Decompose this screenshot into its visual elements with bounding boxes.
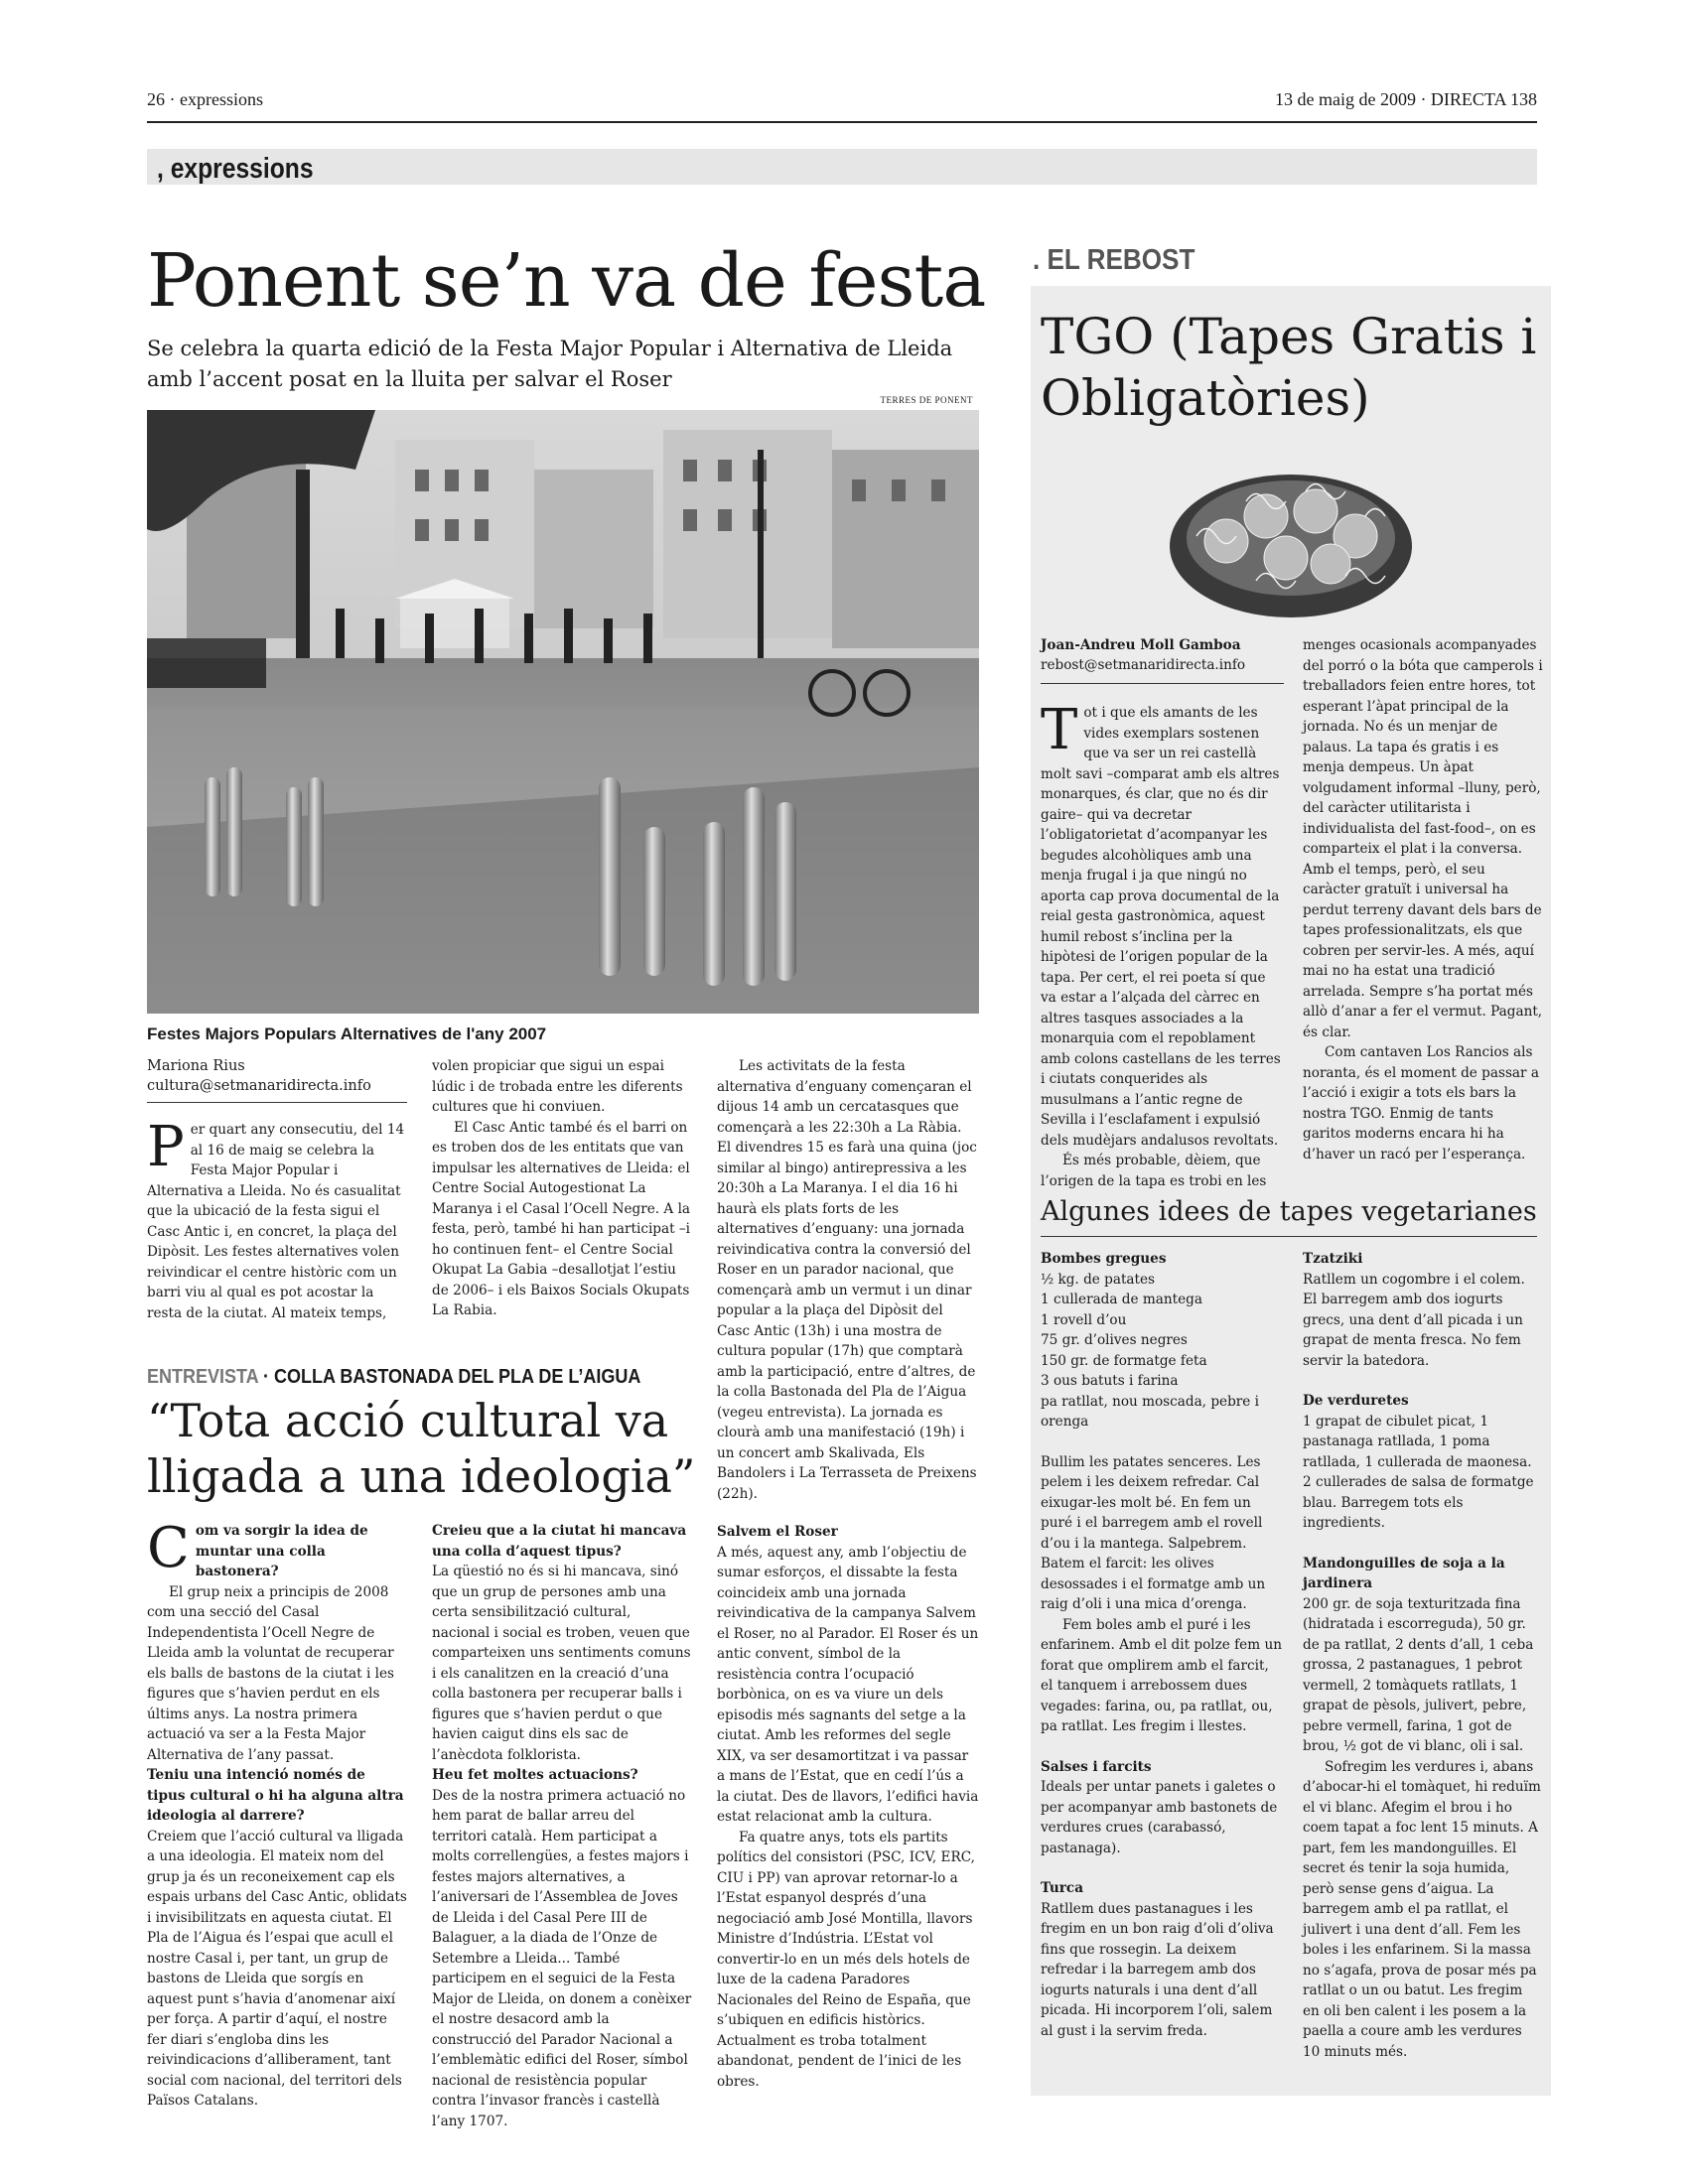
author-name: Mariona Rius: [147, 1058, 245, 1074]
veg-title-rule: [1041, 1236, 1537, 1237]
col3-p2: A més, aquest any, amb l’objectiu de sumar esforços, el dissabte la festa coincideix amb una jornada reivindicativa de la campanya Salvem el Roser, no al Parador. El Roser és un antic convent, símbol de la resistència contra l’ocupació borbònica, on es va viure un dels episodis més sagnants del setge a la ciutat. Amb les reformes del segle XIX, va ser desamortitzat i va passar a mans de l’Estat, que en cedí l’ús a la ciutat. Des de llavors, l’edifici havia estat relacionat amb la cultura.: [717, 1544, 979, 1825]
interview-headline: “Tota acció cultural va lligada a una ideologia”: [147, 1394, 696, 1503]
article-col-2: [432, 1056, 692, 1321]
folio-left: 26 · expressions: [147, 89, 263, 109]
interview-q4: Heu fet moltes actuacions?: [432, 1767, 638, 1783]
article-byline: [147, 1056, 407, 1096]
recipe-title-salses: Salses i farcits: [1041, 1758, 1152, 1775]
interview-drop-cap: C: [147, 1516, 190, 1580]
rebost-byline-rule: [1041, 683, 1284, 684]
recipe-title-mandonguilles: Mandonguilles de soja a la jardinera: [1303, 1555, 1505, 1591]
recipe-title-turca: Turca: [1041, 1880, 1083, 1896]
section-label: , expressions: [157, 153, 314, 185]
ingredient-item: 1 rovell d’ou: [1041, 1311, 1127, 1328]
rebost-c2-p1: menges ocasionals acompanyades del porró o la bóta que camperols i treballadors feien entre hores, tot esperant l’àpat principal de la jornada. No és un menjar de palaus. La tapa és gratis i es menja dempeus. Un àpat volgudament informal –lluny, però, del caràcter utilitarista i individualista del fast-food–, on es comparteix el plat i la conversa. Amb el temps, però, el seu caràcter gratuït i universal ha perdut terreny davant dels bars de tapes professionalitzats, els que cobren per servir-les. A més, aquí mai no ha estat una tradició arrelada. Sempre s’ha portat més allò d’anar a fer el vermut. Pagant, és clar.: [1303, 637, 1543, 1040]
recipe-title-verduretes: De verduretes: [1303, 1393, 1409, 1409]
article-col-1: [147, 1115, 407, 1323]
recipe-bombes-method-2: Fem boles amb el puré i les enfarinem. Amb el dit polze fem un forat que omplirem amb el farcit, el tanquem i arrebossem dues vegades: farina, ou, pa ratllat, ou, pa ratllat. Les fregim i llestes.: [1041, 1616, 1282, 1734]
kicker-grey: ENTREVISTA: [147, 1366, 259, 1388]
festival-photo: [147, 410, 979, 1014]
rebost-author-email: rebost@setmanaridirecta.info: [1041, 657, 1246, 673]
rebost-drop-cap: T: [1041, 698, 1078, 762]
ingredient-item: 3 ous batuts i farina: [1041, 1373, 1179, 1389]
col2-p1: volen propiciar que sigui un espai lúdic i de trobada entre les diferents cultures que hi conviuen.: [432, 1058, 683, 1115]
author-email: cultura@setmanaridirecta.info: [147, 1078, 371, 1094]
rebost-col-2: [1303, 635, 1543, 1164]
interview-q1: om va sorgir la idea de muntar una colla bastonera?: [195, 1523, 368, 1579]
folio-right: 13 de maig de 2009 · DIRECTA 138: [1274, 89, 1537, 109]
col1-text: er quart any consecutiu, del 14 al 16 de maig se celebra la Festa Major Popular i Alternativa a Lleida. No és casualitat que la ubicació de la festa sigui el Casc Antic i, en concret, la plaça del Dipòsit. Les festes alternatives volen reivindicar el centre històric com un barri viu al qual es pot acostar la resta de la ciutat. Al mateix temps,: [147, 1122, 405, 1321]
rebost-c1-p1: ot i que els amants de les vides exemplars sostenen que va ser un rei castellà molt savi –comparat amb els altres monarques, és clar, que no és dir gaire– qui va decretar l’obligatorietat d’acompanyar les begudes alcohòliques amb una menja frugal i ja que ningú no aporta cap prova documental de la reial gesta gastronòmica, aquest humil rebost s’inclina per la hipòtesi de l’origen popular de la tapa. Per cert, el rei poeta sí que va estar a l’alçada del càrrec en altres tasques associades a la monarquia com el repoblament amb colons castellans de les terres i ciutats conquerides als musulmans a l’antic regne de Sevilla i l’esclafament i expulsió dels mudèjars andalusos revoltats.: [1041, 705, 1281, 1149]
rebost-title: TGO (Tapes Gratis i Obligatòries): [1041, 308, 1537, 427]
recipe-mandonguilles-method: Sofregim les verdures i, abans d’abocar-hi el tomàquet, hi reduïm el vi blanc. Afegim el brou i ho coem tapat a foc lent 15 minuts. A part, fem les mandonguilles. El secret és tenir la soja humida, però sense gens d’aigua. La barregem amb el pa ratllat, el julivert i una dent d’all. Fem les boles i les enfarinem. Si la massa no s’agafa, prova de posar més pa ratllat o un ou batut. Les fregim en oli ben calent i les posem a la paella a coure amb les verdures 10 minuts més.: [1303, 1758, 1541, 2060]
interview-col-1: [147, 1516, 407, 2112]
interview-kicker: [147, 1366, 640, 1389]
recipes-col-2: [1303, 1249, 1543, 2062]
recipe-bombes-method-1: Bullim les patates senceres. Les pelem i les deixem refredar. Cal eixugar-les molt bé. En fem un puré i el barregem amb el rovell d’ou i la mantega. Salpebrem. Batem el farcit: les olives desossades i el formatge amb un raig d’oli i una mica d’orenga.: [1041, 1453, 1266, 1612]
ingredient-item: ½ kg. de patates: [1041, 1271, 1156, 1288]
ingredient-item: pa ratllat, nou moscada, pebre i orenga: [1041, 1393, 1259, 1430]
recipe-turca-text: Ratllem dues pastanagues i les fregim en un bon raig d’oli d’oliva fins que rossegin. La deixem refredar i la barregem amb dos iogurts naturals i una dent d’all picada. Hi incorporem l’oli, salem al gust i la servim freda.: [1041, 1900, 1274, 2039]
interview-a2: Creiem que l’acció cultural va lligada a una ideologia. El mateix nom del grup ja és un reconeixement cap els espais urbans del Casc Antic, oblidats i invisibilitzats en aquesta ciutat. El Pla de l’Aigua és l’espai que acull el nostre Casal i, per tant, un grup de bastons de Lleida que sorgís en aquest punt s’havia d’anomenar així per força. A partir d’aquí, el nostre fer diari s’engloba dins les reivindicacions d’alliberament, tant social com nacional, del territori dels Països Catalans.: [147, 1828, 407, 2109]
drop-cap: P: [147, 1115, 185, 1179]
rebost-col-1: [1041, 698, 1284, 1191]
rebost-label: . EL REBOST: [1033, 244, 1196, 276]
interview-a4: Des de la nostra primera actuació no hem parat de ballar arreu del territori català. Hem participat a molts correllengües, a festes majors i festes majors alternatives, a l’aniversari de l’Assemblea de Joves de Lleida i del Casal Pere III de Balaguer, a la diada de l’Onze de Setembre a Lleida... També participem en el seguici de la Festa Major de Lleida, on donem a conèixer el nostre desacord amb la construcció del Parador Nacional a l’emblemàtic edifici del Roser, símbol nacional de resistència popular contra l’invasor francès i castellà l’any 1707.: [432, 1787, 692, 2129]
interview-col-2: [432, 1521, 692, 2131]
recipes-col-1: [1041, 1249, 1284, 2041]
byline-rule: [147, 1102, 407, 1103]
photo-caption: Festes Majors Populars Alternatives de l'any 2007: [147, 1024, 547, 1043]
page-folio: [147, 87, 1537, 123]
col3-p3: Fa quatre anys, tots els partits polítics del consistori (PSC, ICV, ERC, CIU i PP) van aprovar retornar-lo a l’Estat espanyol després d’una negociació amb José Montilla, llavors Ministre d’Indústria. L’Estat vol convertir-lo en un més dels hotels de luxe de la cadena Paradores Nacionales del Reino de España, que s’ubiquen en edificis històrics. Actualment es troba totalment abandonat, pendent de l’inici de les obres.: [717, 1829, 975, 2090]
col2-p2: El Casc Antic també és el barri on es troben dos de les entitats que van impulsar les alternatives de Lleida: el Centre Social Autogestionat La Maranya i el Casal l’Ocell Negre. A la festa, però, també hi han participat –i ho continuen fent– el Centre Social Okupat La Gabia –desallotjat l’estiu de 2006– i els Baixos Socials Okupats La Rabia.: [432, 1119, 691, 1318]
rebost-c2-p2: Com cantaven Los Rancios als noranta, és el moment de passar a l’acció i exigir a tots els bars la nostra TGO. Enmig de tants garitos moderns encara hi ha d’haver un racó per l’esperança.: [1303, 1044, 1539, 1162]
recipe-mandonguilles-ingredients: 200 gr. de soja texturitzada fina (hidratada i escorreguda), 50 gr. de pa ratllat, 2 dents d’all, 1 ceba grossa, 2 pastanagues, 1 pebrot vermell, 2 tomàquets ratllats, 1 grapat de pèsols, julivert, pebre, pebre vermell, farina, 1 got de brou, ½ got de vi blanc, oli i sal.: [1303, 1595, 1534, 1754]
recipe-verduretes-text: 1 grapat de cibulet picat, 1 pastanaga ratllada, 1 poma ratllada, 1 cullerada de maonesa. 2 cullerades de salsa de formatge blau. Barregem tots els ingredients.: [1303, 1413, 1534, 1531]
tapas-dish-illustration: [1167, 447, 1415, 625]
article-deck: Se celebra la quarta edició de la Festa Major Popular i Alternativa de Lleida amb l’accent posat en la lluita per salvar el Roser: [147, 337, 953, 391]
rebost-byline: [1041, 635, 1284, 675]
photo-credit: TERRES DE PONENT: [880, 395, 973, 405]
recipe-salses-text: Ideals per untar panets i galetes o per acompanyar amb bastonets de verdures crues (carabassó, pastanaga).: [1041, 1779, 1278, 1856]
article-col-3: [717, 1056, 979, 2092]
ingredient-item: 1 cullerada de mantega: [1041, 1292, 1202, 1307]
interview-a1: El grup neix a principis de 2008 com una secció del Casal Independentista l’Ocell Negre de Lleida amb la voluntat de recuperar els balls de bastons de la ciutat i les figures que s’havien perdut en els últims anys. La nostra primera actuació va ser a la Festa Major Alternativa de l’any passat.: [147, 1583, 394, 1763]
section-bar: [147, 149, 1537, 185]
rebost-author-name: Joan-Andreu Moll Gamboa: [1041, 637, 1241, 653]
col3-subhead: Salvem el Roser: [717, 1524, 838, 1540]
interview-a3: La qüestió no és si hi mancava, sinó que un grup de persones amb una certa sensibilització cultural, nacional i social es troben, veuen que comparteixen uns sentiments comuns i els canalitzen en la creació d’una colla bastonera per recuperar balls i figures que s’havien perdut o que havien caigut dins els sac de l’anècdota folklorista.: [432, 1564, 691, 1763]
kicker-black: · COLLA BASTONADA DEL PLA DE L’AIGUA: [258, 1366, 641, 1388]
col3-p1: Les activitats de la festa alternativa d’enguany començaran el dijous 14 amb un cercatasques que començarà a les 22:30h a La Ràbia. El divendres 15 es farà una quina (joc similar al bingo) antirepressiva a les 20:30h a La Maranya. I el dia 16 hi haurà els plats forts de les alternatives d’enguany: una jornada reivindicativa contra la conversió del Roser en un parador nacional, que començarà amb un vermut i un dinar popular a la plaça del Dipòsit del Casc Antic (13h) i una mostra de cultura popular (17h) que comptarà amb la participació, entre d’altres, de la colla Bastonada del Pla de l’Aigua (vegeu entrevista). La jornada es clourà amb una manifestació (19h) i un concert amb Skalivada, Els Bandolers i La Terrasseta de Preixens (22h).: [717, 1058, 977, 1502]
vegetarian-tapas-title: Algunes idees de tapes vegetarianes: [1041, 1196, 1537, 1227]
interview-q3: Creieu que a la ciutat hi mancava una colla d’aquest tipus?: [432, 1523, 687, 1560]
recipe-title-bombes: Bombes gregues: [1041, 1251, 1167, 1267]
rebost-c1-p2: És més probable, dèiem, que l’origen de la tapa es trobi en les: [1041, 1153, 1267, 1189]
recipe-title-tzatziki: Tzatziki: [1303, 1251, 1363, 1267]
ingredient-item: 150 gr. de formatge feta: [1041, 1352, 1207, 1369]
ingredient-item: 75 gr. d’olives negres: [1041, 1332, 1188, 1348]
recipe-tzatziki-text: Ratllem un cogombre i el colem. El barregem amb dos iogurts grecs, una dent d’all picada i un grapat de menta fresca. No fem servir la batedora.: [1303, 1271, 1525, 1369]
article-headline: Ponent se’n va de festa: [147, 238, 986, 324]
interview-q2: Teniu una intenció només de tipus cultural o hi ha alguna altra ideologia al darrere?: [147, 1767, 404, 1824]
